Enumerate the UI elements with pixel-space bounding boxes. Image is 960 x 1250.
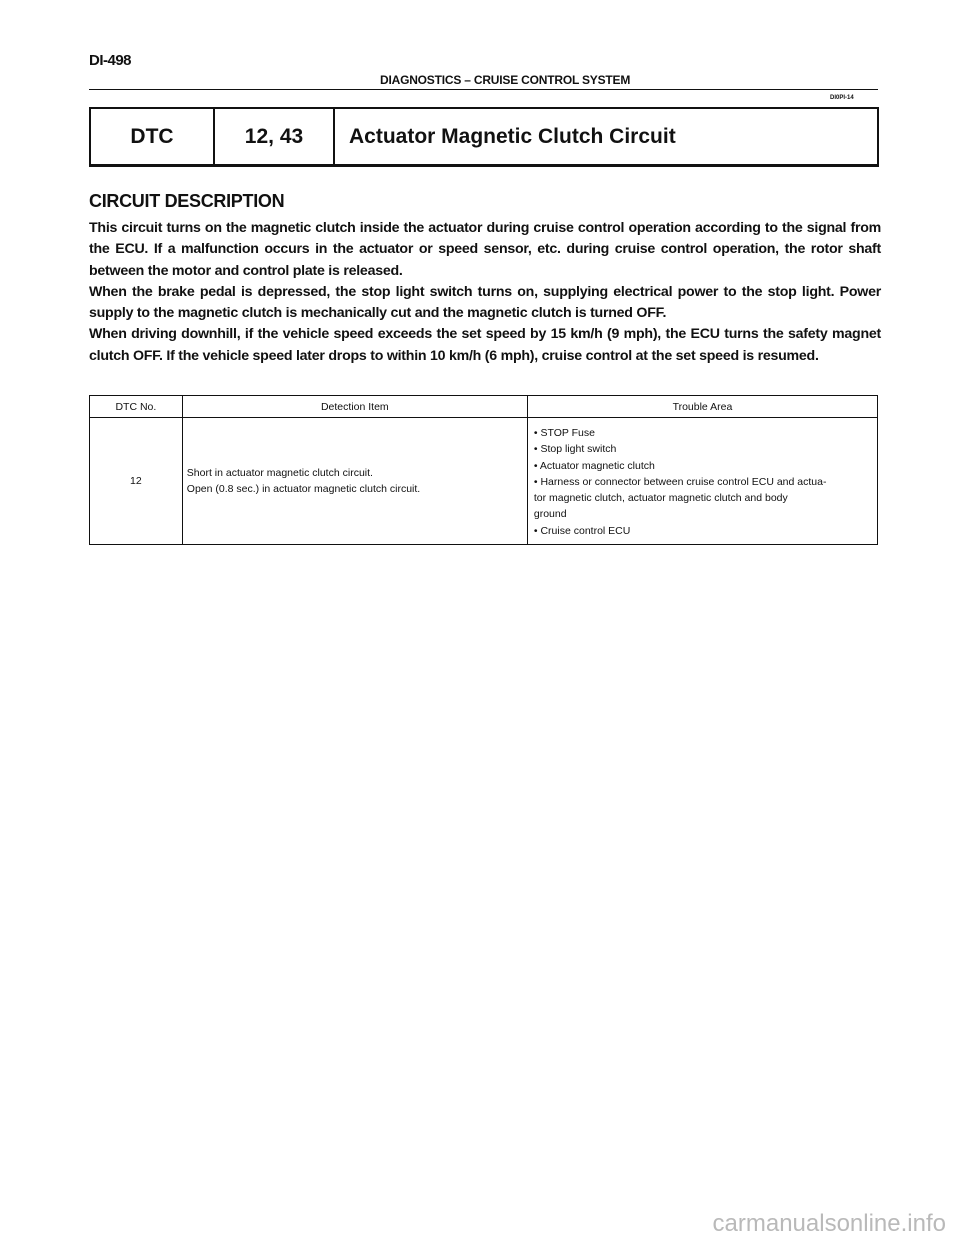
cell-detection-item: [182, 418, 527, 545]
dtc-label: DTC: [91, 109, 215, 164]
cell-trouble-area: [527, 418, 877, 545]
dtc-codes: 12, 43: [215, 109, 335, 164]
column-header-trouble-area: Trouble Area: [527, 396, 877, 418]
watermark: carmanualsonline.info: [712, 1210, 946, 1237]
trouble-area-item: ground: [533, 508, 567, 521]
circuit-description: [89, 218, 881, 367]
table-header-row: [90, 396, 878, 418]
trouble-area-item: • Harness or connector between cruise control ECU and actua-: [533, 475, 827, 488]
detection-line: Open (0.8 sec.) in actuator magnetic clutch circuit.: [186, 483, 421, 495]
dtc-header-box: [89, 107, 879, 167]
trouble-area-item: • Cruise control ECU: [533, 524, 631, 537]
section-heading: CIRCUIT DESCRIPTION: [89, 191, 285, 211]
table-row: [90, 418, 878, 545]
trouble-area-item: • Actuator magnetic clutch: [533, 459, 655, 472]
header-rule: [89, 89, 878, 90]
dtc-title: Actuator Magnetic Clutch Circuit: [349, 124, 676, 148]
detection-line: Short in actuator magnetic clutch circuit.: [186, 467, 373, 479]
trouble-area-item: • Stop light switch: [533, 443, 617, 456]
dtc-table: [89, 395, 878, 545]
trouble-area-list: [528, 421, 877, 541]
running-head: DIAGNOSTICS – CRUISE CONTROL SYSTEM: [380, 73, 631, 87]
trouble-area-item: • STOP Fuse: [533, 426, 595, 439]
description-paragraph: When the brake pedal is depressed, the stop light switch turns on, supplying electrical power to the stop light. Power supply to the magnetic clutch is mechanically cut and the magnetic clutch is turned OFF.: [89, 283, 881, 322]
description-paragraph: When driving downhill, if the vehicle speed exceeds the set speed by 15 km/h (9 mph), the ECU turns the safety magnet clutch OFF. If the vehicle speed later drops to within 10 km/h (6 mph), cruise control at the set speed is resumed.: [89, 326, 881, 364]
page-number: DI-498: [89, 52, 132, 69]
description-paragraph: This circuit turns on the magnetic clutch inside the actuator during cruise control operation according to the signal from the ECU. If a malfunction occurs in the actuator or speed sensor, etc. during cruise control operation, the rotor shaft between the motor and control plate is released.: [89, 220, 881, 279]
cell-dtc-no: 12: [90, 418, 183, 545]
column-header-dtc-no: DTC No.: [90, 396, 183, 418]
document-code: DI0PI-14: [830, 95, 854, 101]
column-header-detection-item: Detection Item: [182, 396, 527, 418]
trouble-area-item: tor magnetic clutch, actuator magnetic clutch and body: [533, 492, 788, 505]
